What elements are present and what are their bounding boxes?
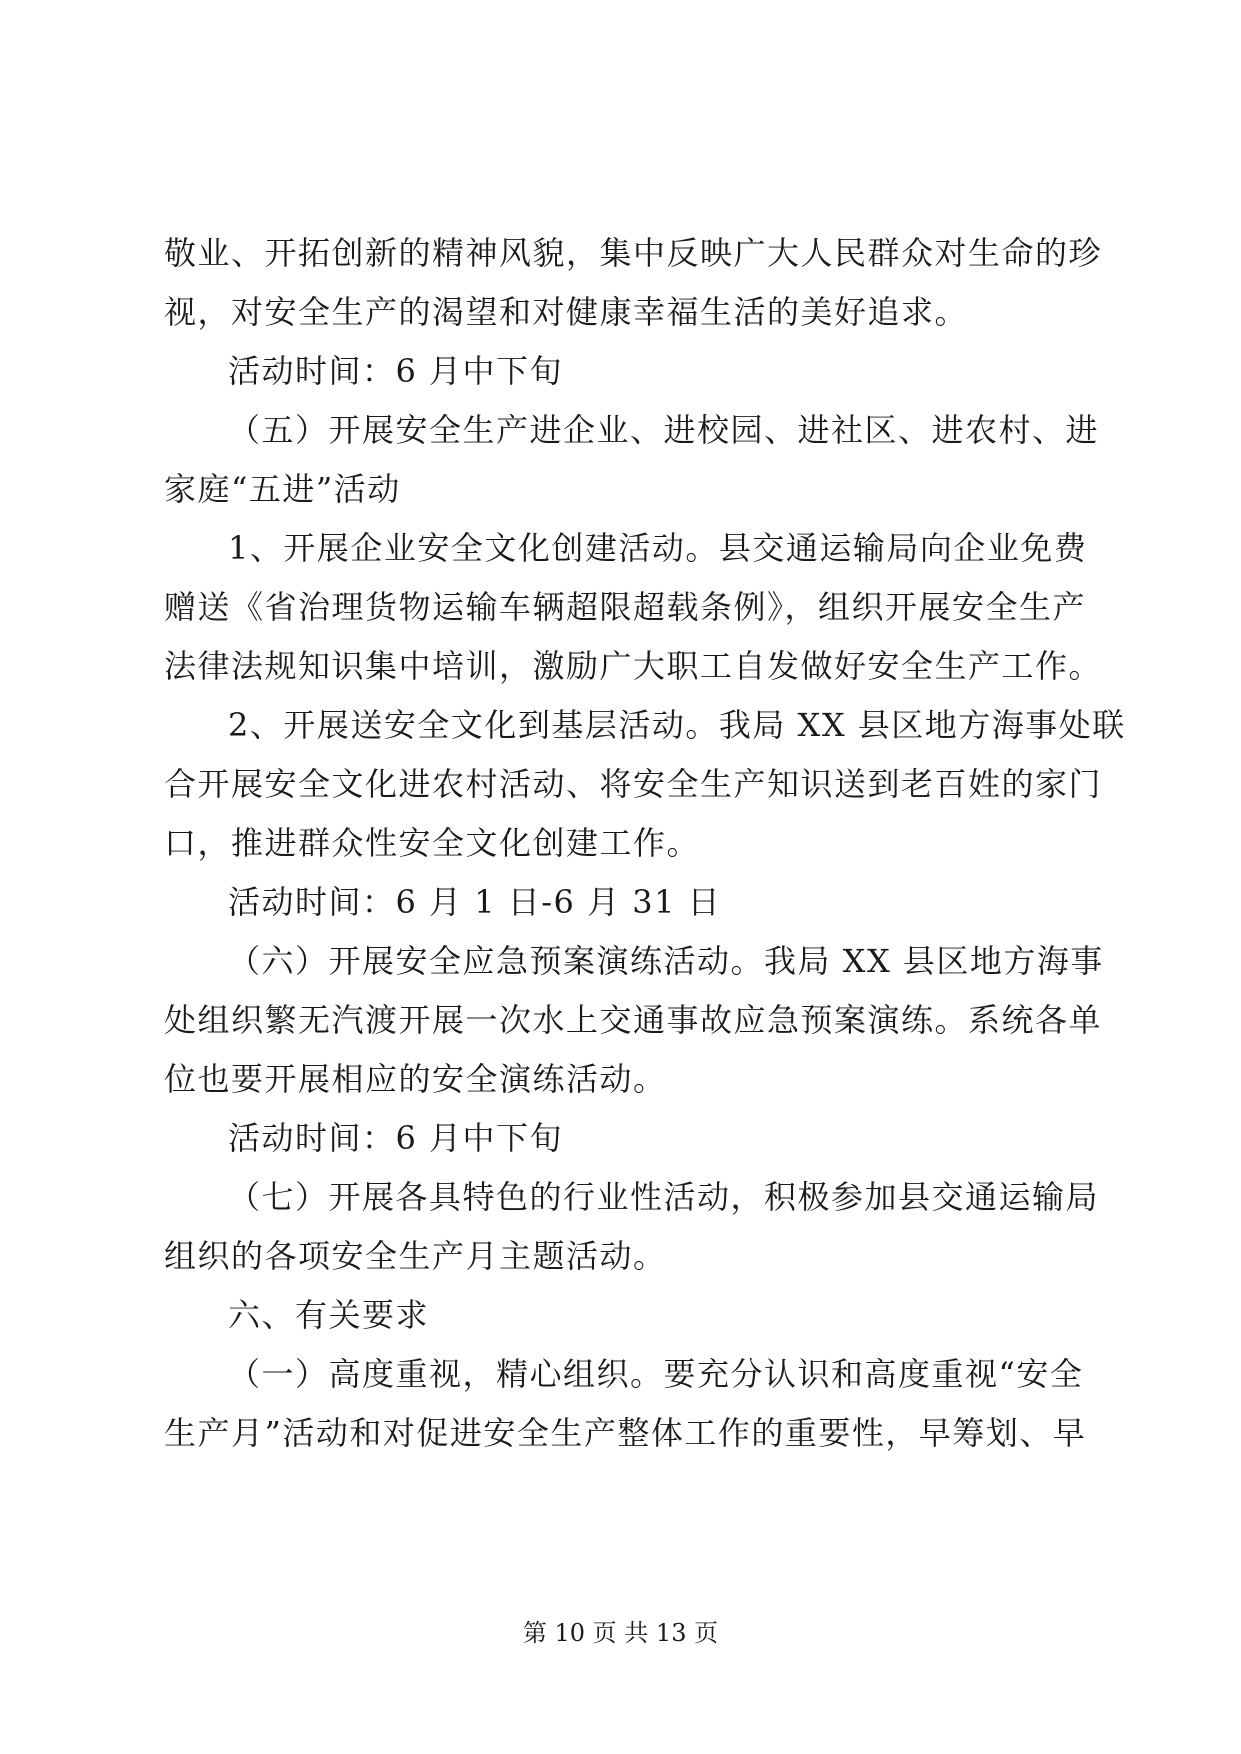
paragraph-line: 敬业、开拓创新的精神风貌，集中反映广大人民群众对生命的珍 (164, 234, 1103, 272)
paragraph-line: 处组织繁无汽渡开展一次水上交通事故应急预案演练。系统各单 (164, 1001, 1103, 1039)
section-heading-line: （五）开展安全生产进企业、进校园、进社区、进农村、进 (228, 411, 1100, 449)
paragraph-line: 法律法规知识集中培训，激励广大职工自发做好安全生产工作。 (164, 647, 1103, 685)
activity-time-line: 活动时间：6 月中下旬 (228, 1119, 564, 1157)
section-heading-line: 家庭“五进”活动 (164, 470, 401, 508)
paragraph-line: 组织的各项安全生产月主题活动。 (164, 1237, 667, 1275)
paragraph-line: 1、开展企业安全文化创建活动。县交通运输局向企业免费 (228, 529, 1088, 567)
section-heading-line: （一）高度重视，精心组织。要充分认识和高度重视“安全 (228, 1355, 1084, 1393)
paragraph-line: 2、开展送安全文化到基层活动。我局 XX 县区地方海事处联 (228, 706, 1126, 744)
section-heading-line: 六、有关要求 (228, 1296, 430, 1334)
paragraph-line: 视，对安全生产的渴望和对健康幸福生活的美好追求。 (164, 293, 969, 331)
paragraph-line: 位也要开展相应的安全演练活动。 (164, 1060, 667, 1098)
paragraph-line: 赠送《省治理货物运输车辆超限超载条例》，组织开展安全生产 (164, 588, 1087, 626)
section-heading-line: （六）开展安全应急预案演练活动。我局 XX 县区地方海事 (228, 942, 1104, 980)
paragraph-line: 口，推进群众性安全文化创建工作。 (164, 824, 701, 862)
section-heading-line: （七）开展各具特色的行业性活动，积极参加县交通运输局 (228, 1178, 1100, 1216)
activity-time-line: 活动时间：6 月中下旬 (228, 352, 564, 390)
paragraph-line: 生产月”活动和对促进安全生产整体工作的重要性，早筹划、早 (164, 1414, 1087, 1452)
page-number-footer: 第 10 页 共 13 页 (522, 1619, 719, 1647)
activity-time-line: 活动时间：6 月 1 日-6 月 31 日 (228, 883, 722, 921)
paragraph-line: 合开展安全文化进农村活动、将安全生产知识送到老百姓的家门 (164, 765, 1103, 803)
